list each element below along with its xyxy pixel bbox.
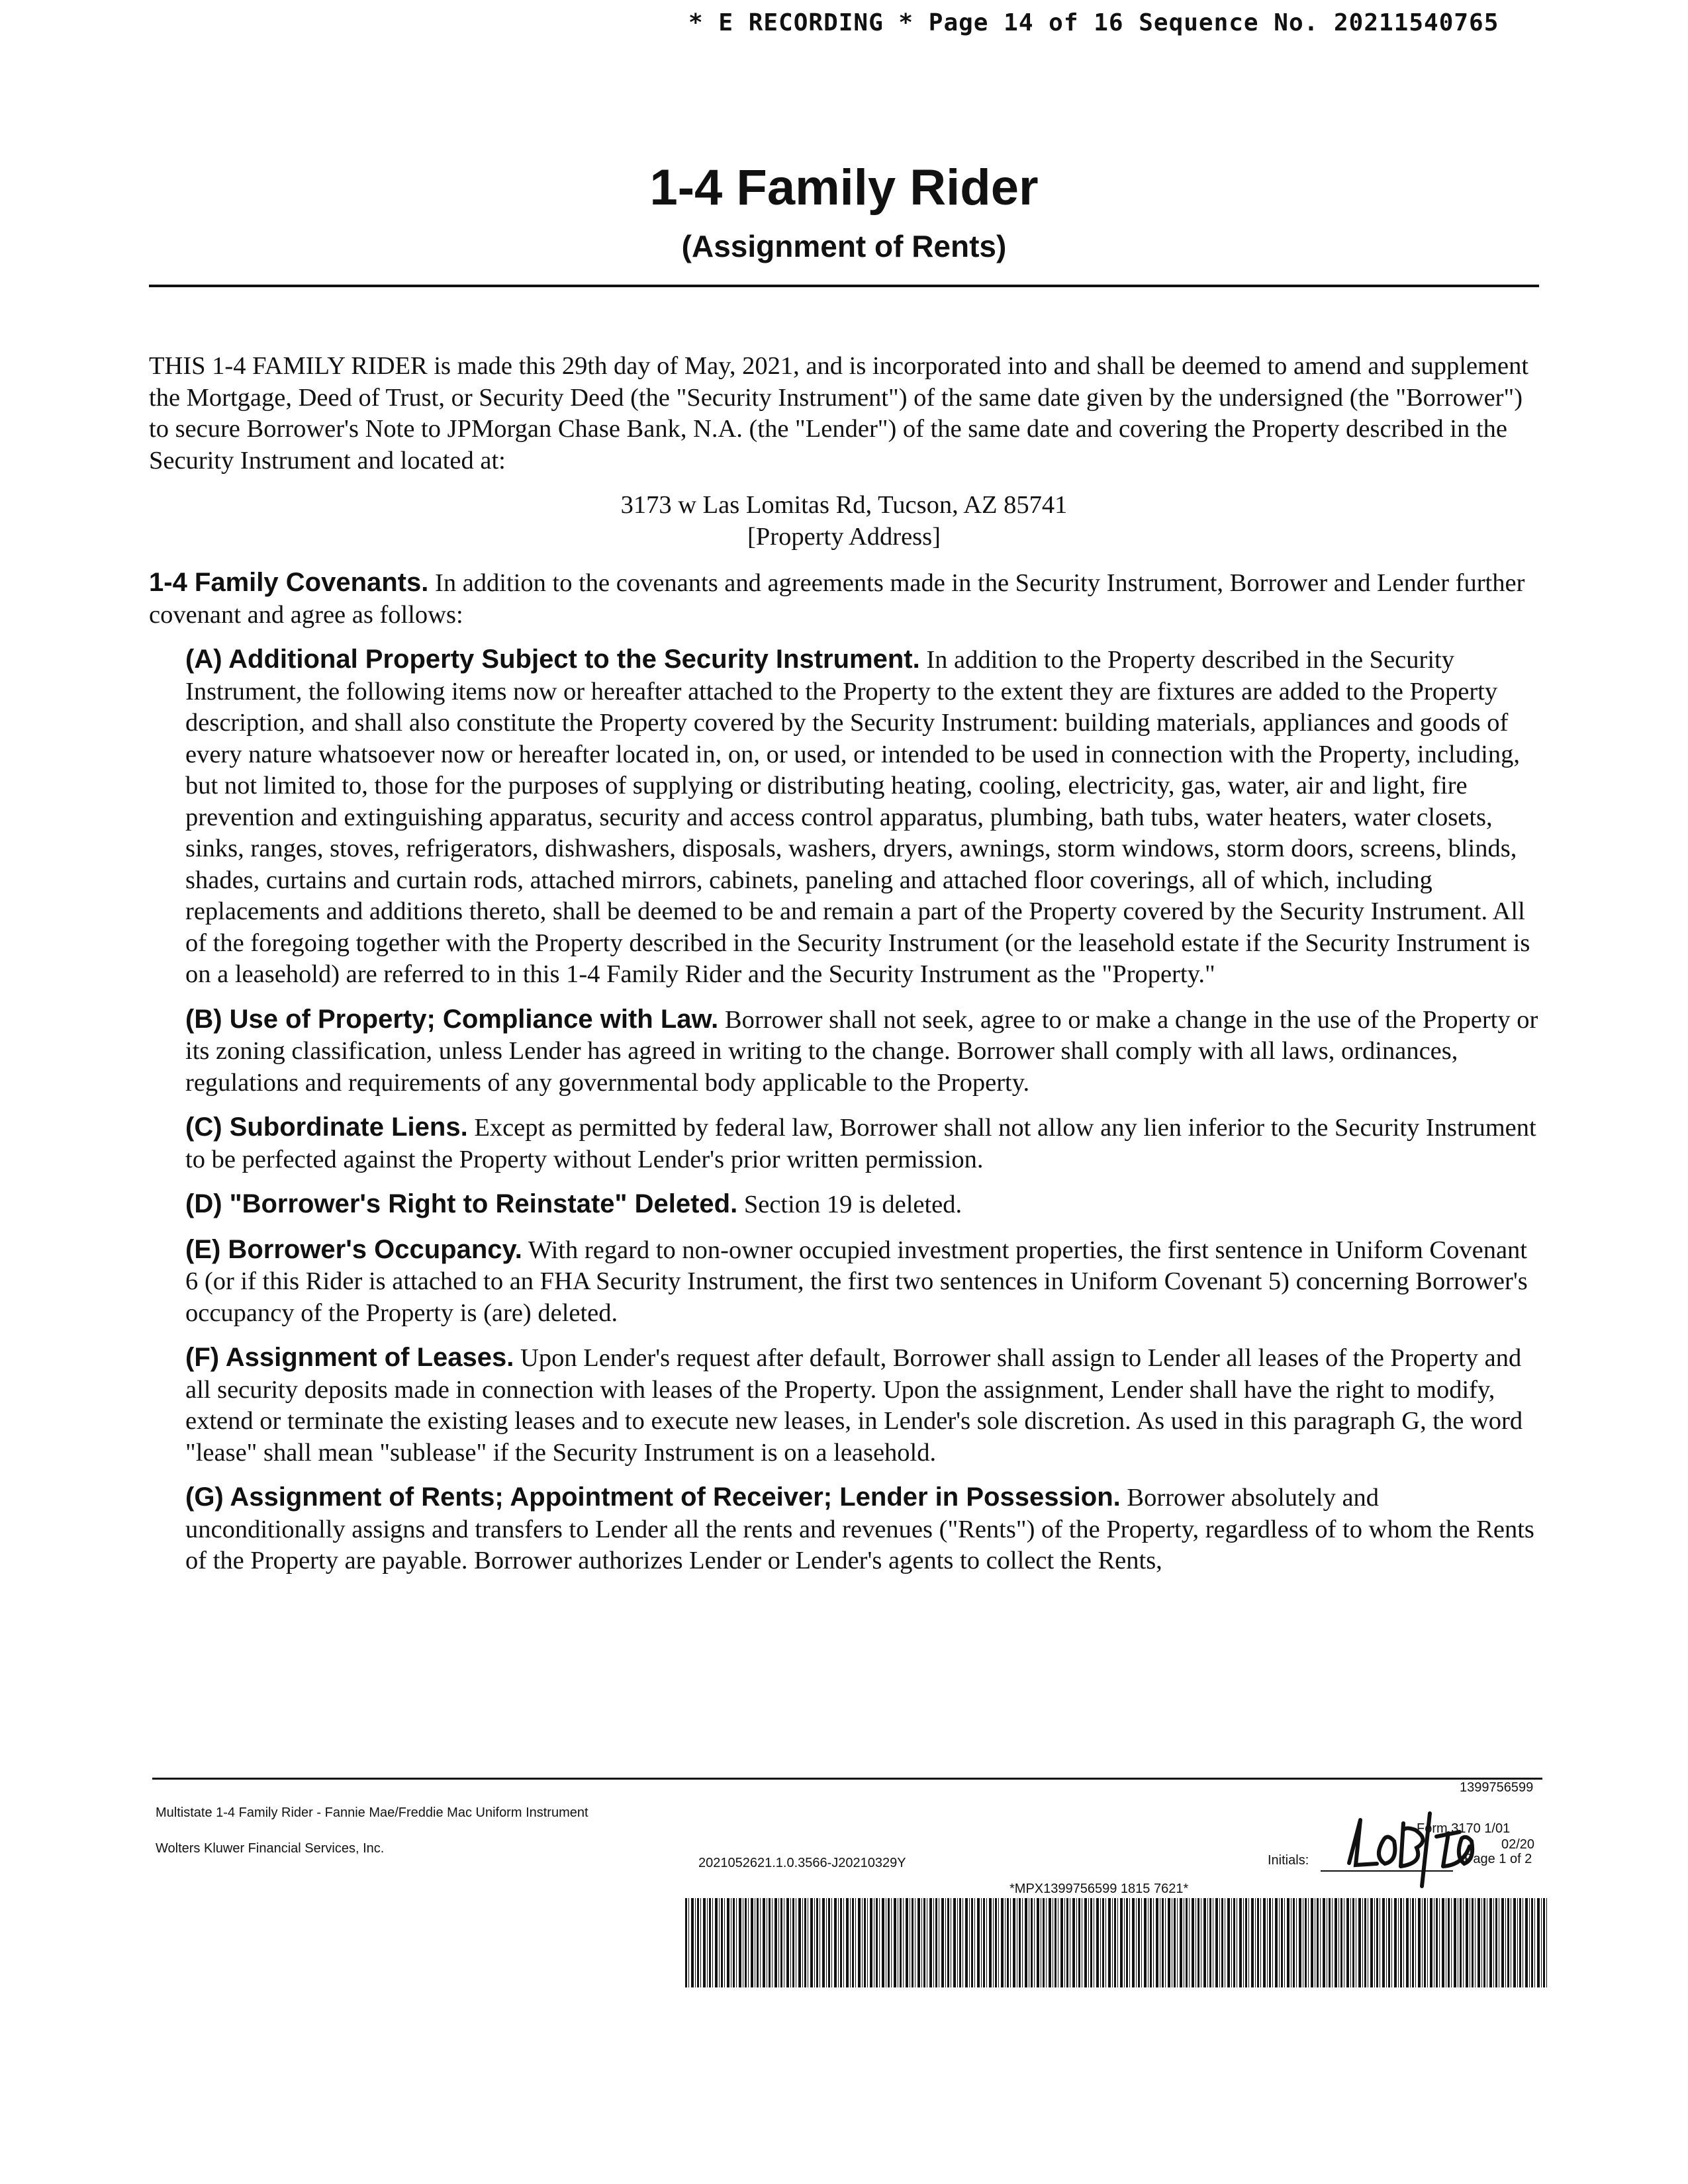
section-text: Upon Lender's request after default, Borrower shall assign to Lender all leases of the Property and all security deposits made in connection with leases of the Property. Upon the assignment, Lender shall have the right to modify, extend or terminate the existing leases and to execute new leases, in Lender's sole discretion. As used in this paragraph G, the word "lease" shall mean "sublease" if the Security Instrument is on a leasehold. [185,1344,1523,1467]
recording-header: * E RECORDING * Page 14 of 16 Sequence No. 20211540765 [688,9,1499,36]
initials-label: Initials: [1268,1853,1309,1868]
section-text: With regard to non-owner occupied investment properties, the first sentence in Uniform Covenant 6 (or if this Rider is attached to an FHA Security Instrument, the first two sentences in Uniform Covenant 5) concerning Borrower's occupancy of the Property is (are) deleted. [185,1236,1528,1327]
intro-paragraph: THIS 1-4 FAMILY RIDER is made this 29th day of May, 2021, and is incorporated into and shall be deemed to amend and supplement the Mortgage, Deed of Trust, or Security Deed (the "Security Instrument") of the same date given by the undersigned (the "Borrower") to secure Borrower's Note to JPMorgan Chase Bank, N.A. (the "Lender") of the same date and covering the Property described in the Security Instrument and located at: [149,352,1529,475]
section-text: In addition to the Property described in the Security Instrument, the following items now or hereafter attached to the Property to the extent they are fixtures are added to the Property description, and shall also constitute the Property covered by the Security Instrument: building materials, appliances and goods of every nature whatsoever now or hereafter located in, on, or used, or intended to be used in connection with the Property, including, but not limited to, those for the purposes of supplying or distributing heating, cooling, electricity, gas, water, air and light, fire prevention and extinguishing apparatus, security and access control apparatus, plumbing, bath tubs, water heaters, water closets, sinks, ranges, stoves, refrigerators, dishwashers, disposals, washers, dryers, awnings, storm windows, storm doors, screens, blinds, shades, curtains and curtain rods, attached mirrors, cabinets, paneling and attached floor coverings, all of which, including replacements and additions thereto, shall be deemed to be and remain a part of the Property covered by the Security Instrument. All of the foregoing together with the Property described in the Security Instrument (or the leasehold estate if the Security Instrument is on a leasehold) are referred to in this 1-4 Family Rider and the Security Instrument as the "Property." [185,646,1530,988]
section-g [185,1482,1539,1577]
section-text: Borrower absolutely and unconditionally assigns and transfers to Lender all the rents and revenues ("Rents") of the Property, regardless of to whom the Rents of the Property are payable. Borrower authorizes Lender or Lender's agents to collect the Rents, [185,1484,1534,1574]
section-text: Section 19 is deleted. [743,1191,962,1218]
document-title: 1-4 Family Rider [649,159,1039,216]
document-code: 2021052621.1.0.3566-J20210329Y [698,1856,906,1870]
form-name: Multistate 1-4 Family Rider - Fannie Mae/Freddie Mac Uniform Instrument [156,1805,588,1820]
section-a [185,644,1539,991]
section-heading: (E) Borrower's Occupancy. [185,1234,522,1264]
covenants-text: In addition to the covenants and agreements made in the Security Instrument, Borrower and Lender further covenant and agree as follows: [149,569,1525,629]
section-d [185,1189,1539,1221]
publisher: Wolters Kluwer Financial Services, Inc. [156,1841,385,1856]
form-revision: 02/20 [1501,1837,1535,1852]
section-heading: (B) Use of Property; Compliance with Law. [185,1004,719,1034]
section-text: Borrower shall not seek, agree to or make a change in the use of the Property or its zoning classification, unless Lender has agreed in writing to the change. Borrower shall comply with all laws, ordinances, regulations and requirements of any governmental body applicable to the Property. [185,1005,1538,1097]
covenants-heading: 1-4 Family Covenants. [149,568,429,597]
initials-signature [1337,1800,1483,1893]
document-subtitle: (Assignment of Rents) [681,229,1007,263]
section-b [185,1004,1539,1099]
section-c [185,1112,1539,1175]
document-body [149,351,1539,1577]
section-heading: (D) "Borrower's Right to Reinstate" Deleted. [185,1189,738,1218]
form-number: Form 3170 1/01 [1417,1821,1511,1836]
section-heading: (G) Assignment of Rents; Appointment of Receiver; Lender in Possession. [185,1482,1121,1512]
page-number: Page 1 of 2 [1464,1852,1532,1866]
barcode [685,1898,1549,1987]
covenants-paragraph [149,567,1539,631]
address-caption: [Property Address] [747,522,941,551]
section-heading: (A) Additional Property Subject to the Security Instrument. [185,645,920,674]
loan-number: 1399756599 [1460,1780,1534,1795]
footer-divider [152,1778,1542,1780]
section-heading: (F) Assignment of Leases. [185,1343,514,1372]
property-address [149,490,1539,553]
section-e [185,1234,1539,1330]
address-line: 3173 w Las Lomitas Rd, Tucson, AZ 85741 [620,491,1068,519]
section-f [185,1342,1539,1469]
section-text: Except as permitted by federal law, Borrower shall not allow any lien inferior to the Security Instrument to be perfected against the Property without Lender's prior written permission. [185,1114,1536,1173]
section-heading: (C) Subordinate Liens. [185,1113,468,1142]
barcode-text: *MPX1399756599 1815 7621* [1009,1882,1189,1896]
title-divider [149,285,1539,287]
